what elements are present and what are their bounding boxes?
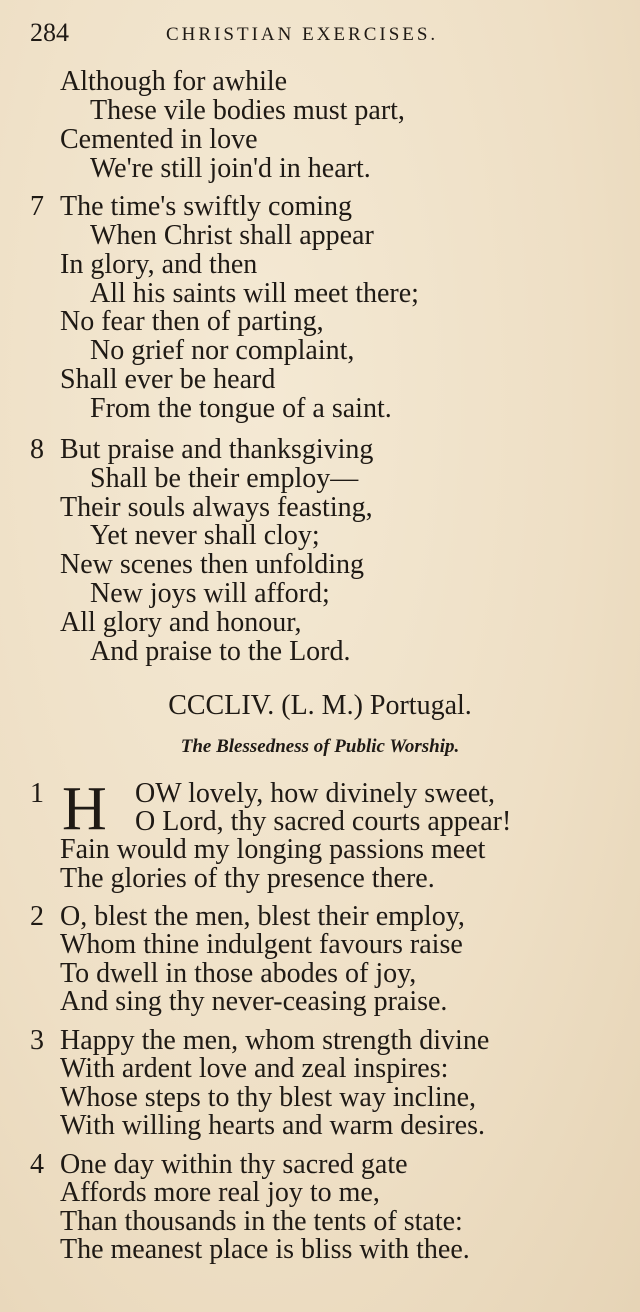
verse-line: Shall be their employ—: [90, 463, 359, 494]
verse-line: New joys will afford;: [90, 578, 330, 609]
verse-line: But praise and thanksgiving: [60, 434, 374, 465]
hymn-title: CCCLIV. (L. M.) Portugal.: [168, 690, 472, 721]
page-header: [30, 18, 630, 58]
verse-number: 1: [30, 778, 44, 809]
verse-line: OW lovely, how divinely sweet,: [135, 778, 496, 809]
verse-line: One day within thy sacred gate: [60, 1149, 408, 1180]
verse-line: Than thousands in the tents of state:: [60, 1206, 463, 1237]
verse-line: Shall ever be heard: [60, 364, 276, 395]
verse-line: Affords more real joy to me,: [60, 1177, 380, 1208]
verse-line: We're still join'd in heart.: [90, 153, 371, 184]
verse-line: Their souls always feasting,: [60, 492, 373, 523]
verse-number: 3: [30, 1025, 44, 1056]
verse-line: O Lord, thy sacred courts appear!: [135, 806, 512, 837]
verse-line: All glory and honour,: [60, 607, 302, 638]
verse-line: With ardent love and zeal inspires:: [60, 1053, 449, 1084]
verse-line: The meanest place is bliss with thee.: [60, 1234, 470, 1265]
verse-number: 7: [30, 191, 44, 222]
verse-line: Cemented in love: [60, 124, 258, 155]
verse-line: Although for awhile: [60, 66, 288, 97]
verse-line: Fain would my longing passions meet: [60, 834, 486, 865]
verse-line: No fear then of parting,: [60, 306, 324, 337]
verse-line: In glory, and then: [60, 249, 258, 280]
verse-line: Happy the men, whom strength divine: [60, 1025, 490, 1056]
verse-line: To dwell in those abodes of joy,: [60, 958, 417, 989]
verse-line: No grief nor complaint,: [90, 335, 355, 366]
verse-line: Whose steps to thy blest way incline,: [60, 1082, 477, 1113]
verse-line: The time's swiftly coming: [60, 191, 353, 222]
verse-line: O, blest the men, blest their employ,: [60, 901, 465, 932]
page-number: 284: [30, 18, 69, 47]
hymn-subtitle: The Blessedness of Public Worship.: [180, 736, 460, 757]
verse-line: With willing hearts and warm desires.: [60, 1110, 485, 1141]
verse-line: When Christ shall appear: [90, 220, 374, 251]
verse-line: Whom thine indulgent favours raise: [60, 929, 463, 960]
verse-line: The glories of thy presence there.: [60, 863, 435, 894]
verse-line: These vile bodies must part,: [90, 95, 405, 126]
verse-number: 2: [30, 901, 44, 932]
verse-number: 4: [30, 1149, 44, 1180]
verse-line: Yet never shall cloy;: [90, 520, 320, 551]
verse-line: And praise to the Lord.: [90, 636, 351, 667]
running-title: CHRISTIAN EXERCISES.: [166, 24, 439, 45]
verse-line: All his saints will meet there;: [90, 278, 419, 309]
drop-cap: H: [62, 775, 107, 843]
verse-line: New scenes then unfolding: [60, 549, 365, 580]
verse-line: And sing thy never-ceasing praise.: [60, 986, 448, 1017]
verse-number: 8: [30, 434, 44, 465]
verse-line: From the tongue of a saint.: [90, 393, 392, 424]
